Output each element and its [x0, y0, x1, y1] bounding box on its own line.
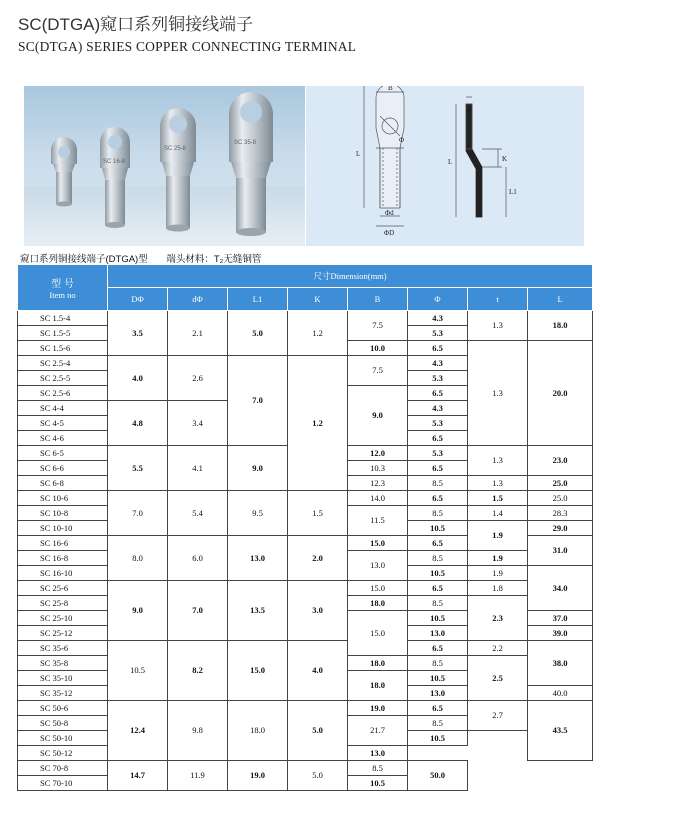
cell-l: 20.0: [528, 341, 593, 446]
item-no: SC 35-12: [18, 686, 108, 701]
model-header: 型 号 Item no: [18, 265, 108, 311]
column-header: t: [468, 288, 528, 311]
cell-phi: 6.5: [408, 536, 468, 551]
cell-b: 12.3: [348, 476, 408, 491]
table-row: [18, 701, 593, 716]
cell-b: 15.0: [348, 611, 408, 656]
cell-phi: 10.5: [408, 731, 468, 746]
cell-phi: 6.5: [408, 461, 468, 476]
cell-k: 4.0: [288, 641, 348, 701]
cell-phi: 6.5: [408, 581, 468, 596]
cell-d: 8.0: [108, 536, 168, 581]
column-header: L: [528, 288, 593, 311]
cell-t: 1.3: [468, 341, 528, 446]
cell-phi: 10.5: [408, 521, 468, 536]
lug-label-1: SC 16-8: [103, 159, 126, 165]
cell-phi: 10.5: [408, 671, 468, 686]
cell-d: 4.1: [168, 446, 228, 491]
cell-b: 15.0: [348, 581, 408, 596]
cell-b: 12.0: [348, 446, 408, 461]
cell-phi: 8.5: [408, 656, 468, 671]
cell-phi: 6.5: [408, 491, 468, 506]
cell-b: 14.0: [348, 491, 408, 506]
cell-k: 1.5: [288, 491, 348, 536]
cell-t: 1.9: [468, 551, 528, 566]
dim-label-L: L: [356, 150, 361, 158]
cell-d: 3.5: [108, 311, 168, 356]
cell-phi: 6.5: [408, 386, 468, 401]
column-header: B: [348, 288, 408, 311]
item-no: SC 16-6: [18, 536, 108, 551]
item-no: SC 70-8: [18, 761, 108, 776]
cell-l1: 9.0: [228, 446, 288, 491]
cell-phi: 6.5: [408, 431, 468, 446]
page-title-cn: SC(DTGA)窥口系列铜接线端子: [18, 15, 254, 34]
item-no: SC 4-5: [18, 416, 108, 431]
cell-d: 7.0: [168, 581, 228, 641]
dim-label-D: ΦD: [384, 229, 395, 237]
cell-l: 40.0: [528, 686, 593, 701]
cell-k: 2.0: [288, 536, 348, 581]
column-header: Φ: [408, 288, 468, 311]
cell-b: 11.5: [348, 506, 408, 536]
item-no: SC 1.5-4: [18, 311, 108, 326]
cell-phi: 6.5: [408, 341, 468, 356]
dimension-header: 尺寸Dimension(mm): [108, 265, 593, 288]
item-no: SC 35-6: [18, 641, 108, 656]
item-no: SC 6-5: [18, 446, 108, 461]
cell-phi: 8.5: [348, 761, 408, 776]
cell-b: 10.3: [348, 461, 408, 476]
cell-phi: 5.3: [408, 371, 468, 386]
cell-d: 9.0: [108, 581, 168, 641]
lug-label-3: SC 35-8: [234, 140, 257, 146]
item-no: SC 6-8: [18, 476, 108, 491]
item-no: SC 16-8: [18, 551, 108, 566]
item-no: SC 2.5-4: [18, 356, 108, 371]
cell-phi: 8.5: [408, 716, 468, 731]
dim-label-L1: L1: [509, 188, 517, 196]
cell-l: 25.0: [528, 476, 593, 491]
dimension-table: [17, 264, 593, 791]
dim-label-K: K: [502, 155, 508, 163]
item-no: SC 4-6: [18, 431, 108, 446]
cell-d: 14.7: [108, 761, 168, 791]
item-no: SC 50-6: [18, 701, 108, 716]
cell-l: 23.0: [528, 446, 593, 476]
cell-t: 1.9: [468, 566, 528, 581]
cell-phi: 6.5: [408, 641, 468, 656]
table-row: [18, 491, 593, 506]
cell-l1: 13.0: [228, 536, 288, 581]
cell-d: 4.0: [108, 356, 168, 401]
cell-d: 7.0: [108, 491, 168, 536]
cell-l1: 15.0: [228, 641, 288, 701]
item-no: SC 25-8: [18, 596, 108, 611]
dim-label-d: Φd: [385, 209, 394, 217]
cell-k: 3.0: [288, 581, 348, 641]
lug-label-2: SC 25-8: [164, 146, 187, 152]
product-photo: [24, 86, 305, 246]
column-header: K: [288, 288, 348, 311]
cell-d: 12.4: [108, 701, 168, 761]
item-no: SC 70-10: [18, 776, 108, 791]
table-row: [18, 581, 593, 596]
cell-phi: 8.5: [408, 506, 468, 521]
item-no: SC 1.5-5: [18, 326, 108, 341]
cell-phi: 10.5: [348, 776, 408, 791]
spec-note: [20, 251, 277, 265]
cell-t: 1.9: [468, 521, 528, 551]
cell-t: 1.3: [468, 476, 528, 491]
cell-phi: 5.3: [408, 446, 468, 461]
table-row: [18, 311, 593, 326]
page-title-en: SC(DTGA) SERIES COPPER CONNECTING TERMINAL: [18, 39, 357, 54]
cell-l1: 9.5: [228, 491, 288, 536]
cell-phi: 4.3: [408, 311, 468, 326]
cell-d: 4.8: [108, 401, 168, 446]
cell-t: 2.2: [468, 641, 528, 656]
cell-phi: 6.5: [408, 701, 468, 716]
column-header: L1: [228, 288, 288, 311]
dim-label-B: B: [388, 86, 393, 92]
cell-phi: 10.5: [408, 566, 468, 581]
cell-t: 1.4: [468, 506, 528, 521]
material-note: 端头材料：T₂无缝铜管: [166, 254, 262, 265]
cell-b: 19.0: [348, 701, 408, 716]
cell-k: 1.2: [288, 311, 348, 356]
cell-b: 13.0: [348, 551, 408, 581]
cell-t: 2.3: [468, 596, 528, 641]
cell-b: 18.0: [348, 596, 408, 611]
item-no: SC 1.5-6: [18, 341, 108, 356]
cell-l: 43.5: [528, 701, 593, 761]
item-no: SC 25-6: [18, 581, 108, 596]
cell-d: 5.4: [168, 491, 228, 536]
cell-d: 6.0: [168, 536, 228, 581]
cell-phi: 5.3: [408, 416, 468, 431]
cell-d: 3.4: [168, 401, 228, 446]
cell-b: 21.7: [348, 716, 408, 746]
item-no: SC 50-8: [18, 716, 108, 731]
cell-phi: 8.5: [408, 596, 468, 611]
cell-b: 15.0: [348, 536, 408, 551]
item-no: SC 35-10: [18, 671, 108, 686]
technical-drawing: [306, 86, 584, 246]
cell-phi: 8.5: [408, 476, 468, 491]
column-header: dΦ: [168, 288, 228, 311]
cell-l: 34.0: [528, 566, 593, 611]
cell-t: 1.8: [468, 581, 528, 596]
cell-l1: 7.0: [228, 356, 288, 446]
cell-k: 5.0: [288, 761, 348, 791]
cell-l1: 18.0: [228, 701, 288, 761]
cell-d: 11.9: [168, 761, 228, 791]
cell-d: 9.8: [168, 701, 228, 761]
cell-l: 50.0: [408, 761, 468, 791]
item-no: SC 4-4: [18, 401, 108, 416]
cell-l: 38.0: [528, 641, 593, 686]
table-body: [18, 311, 593, 791]
cell-phi: 5.3: [408, 326, 468, 341]
cell-l1: 19.0: [228, 761, 288, 791]
cell-l: 18.0: [528, 311, 593, 341]
item-no: SC 50-12: [18, 746, 108, 761]
cell-k: 1.2: [288, 356, 348, 491]
cell-phi: 13.0: [348, 746, 408, 761]
cell-l: 31.0: [528, 536, 593, 566]
cell-d: 10.5: [108, 641, 168, 701]
dim-label-phi: Φ: [399, 136, 405, 144]
item-no: SC 2.5-5: [18, 371, 108, 386]
cell-b: 9.0: [348, 386, 408, 446]
cell-l: 37.0: [528, 611, 593, 626]
cell-phi: 4.3: [408, 401, 468, 416]
cell-d: 2.1: [168, 311, 228, 356]
lug-dimension-drawing: [306, 86, 584, 246]
cell-phi: 8.5: [408, 551, 468, 566]
item-no: SC 2.5-6: [18, 386, 108, 401]
cell-l: 28.3: [528, 506, 593, 521]
cell-l1: 13.5: [228, 581, 288, 641]
item-no: SC 10-10: [18, 521, 108, 536]
table-row: [18, 761, 593, 776]
item-no: SC 25-10: [18, 611, 108, 626]
cell-t: 2.5: [468, 656, 528, 701]
cell-phi: 4.3: [408, 356, 468, 371]
cell-b: 10.0: [348, 341, 408, 356]
cell-t: 1.5: [468, 491, 528, 506]
item-no: SC 10-8: [18, 506, 108, 521]
cell-l: 29.0: [528, 521, 593, 536]
item-no: SC 50-10: [18, 731, 108, 746]
series-note: 窥口系列铜接线端子(DTGA)型: [20, 254, 148, 265]
cell-b: 18.0: [348, 656, 408, 671]
cell-phi: 10.5: [408, 611, 468, 626]
cell-b: 7.5: [348, 311, 408, 341]
table-row: [18, 641, 593, 656]
cell-l: 39.0: [528, 626, 593, 641]
cell-b: 7.5: [348, 356, 408, 386]
cell-k: 5.0: [288, 701, 348, 761]
cell-t: 1.3: [468, 311, 528, 341]
cell-phi: 13.0: [408, 686, 468, 701]
item-no: SC 6-6: [18, 461, 108, 476]
cell-b: 18.0: [348, 671, 408, 701]
column-header: DΦ: [108, 288, 168, 311]
cell-t: 2.7: [468, 701, 528, 731]
dim-label-L-side: L: [448, 158, 453, 166]
item-no: SC 35-8: [18, 656, 108, 671]
cell-l1: 5.0: [228, 311, 288, 356]
cell-t: 1.3: [468, 446, 528, 476]
copper-lugs-illustration: [24, 86, 305, 246]
cell-phi: 13.0: [408, 626, 468, 641]
item-no: SC 16-10: [18, 566, 108, 581]
cell-l: 25.0: [528, 491, 593, 506]
item-no: SC 10-6: [18, 491, 108, 506]
cell-d: 5.5: [108, 446, 168, 491]
cell-d: 8.2: [168, 641, 228, 701]
item-no: SC 25-12: [18, 626, 108, 641]
cell-d: 2.6: [168, 356, 228, 401]
